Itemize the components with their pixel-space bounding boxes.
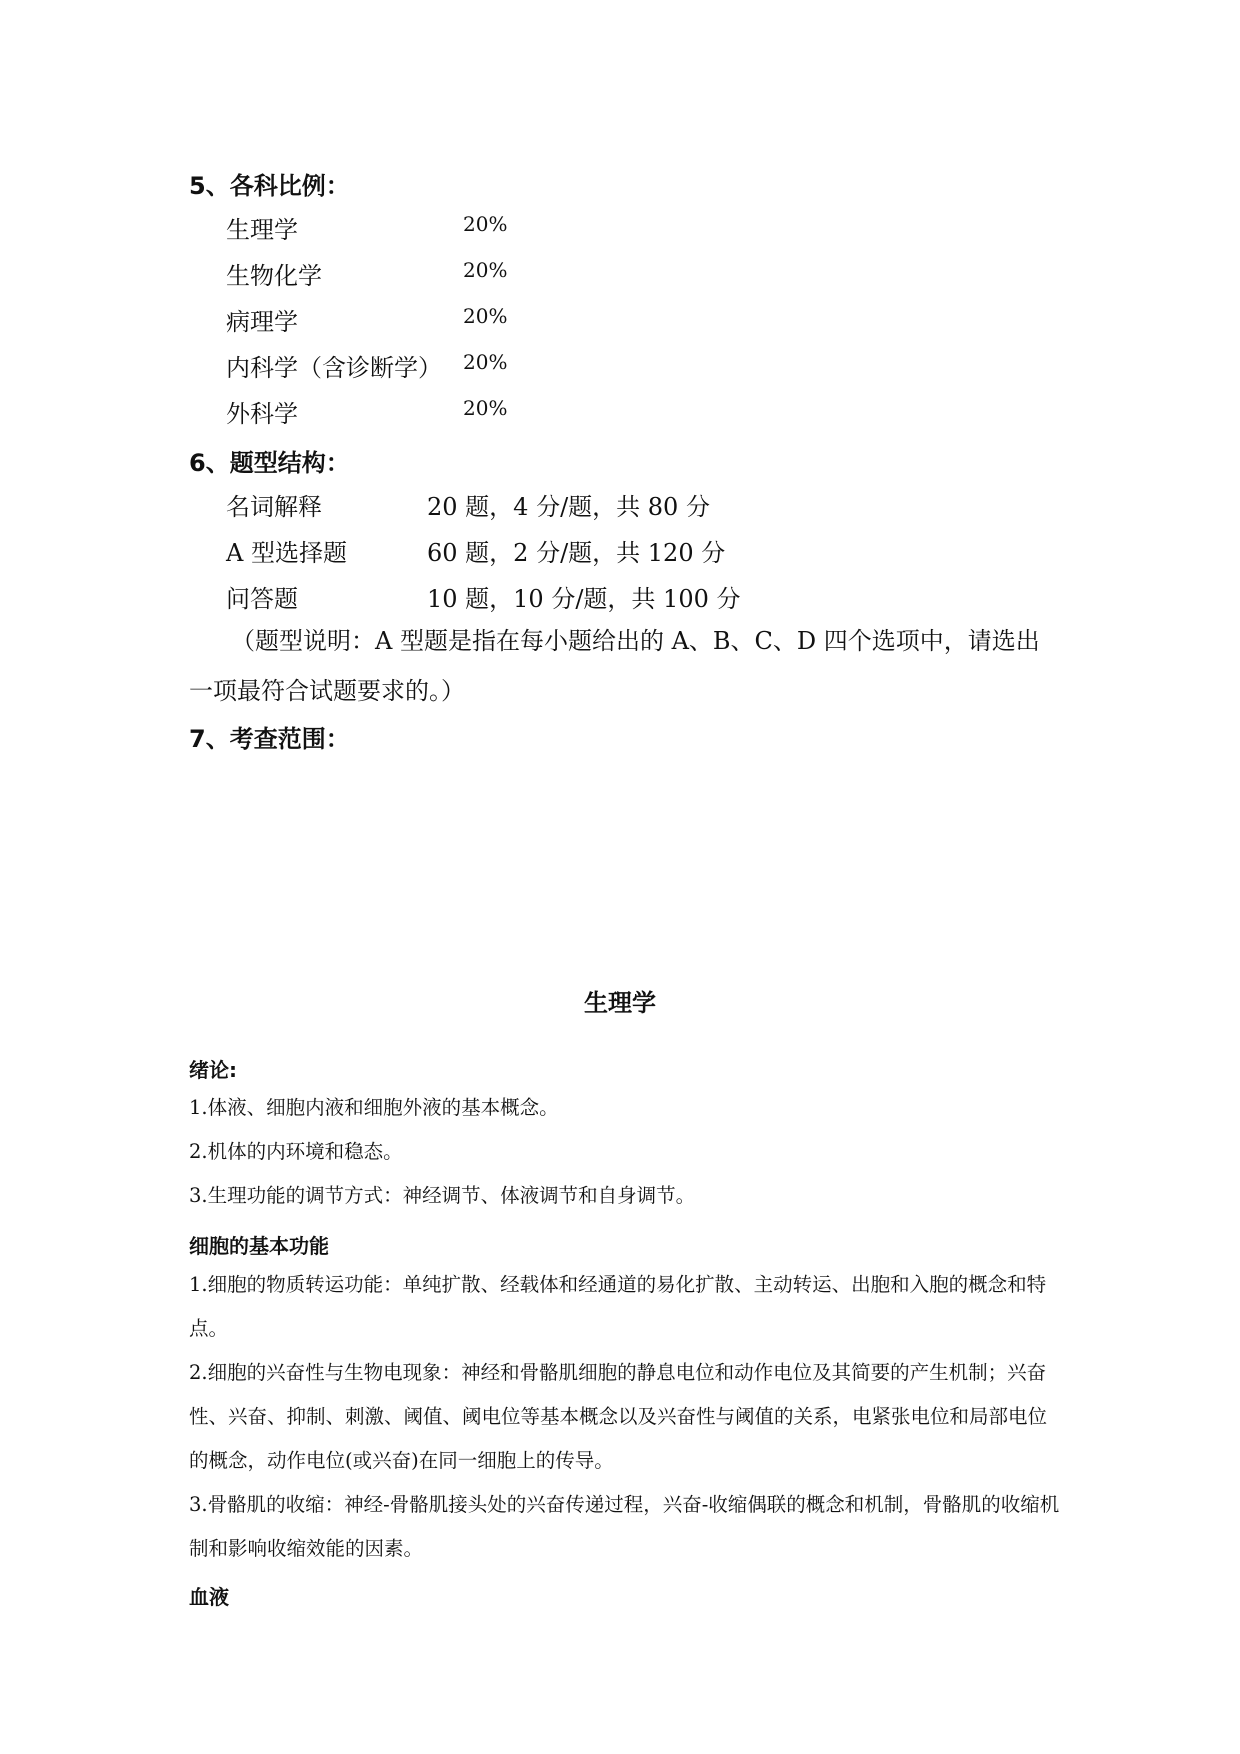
subject-name: 生理学 [226,216,298,244]
blood-heading: 血液 [189,1585,229,1609]
question-type-note: （题型说明：A 型题是指在每小题给出的 A、B、C、D 四个选项中，请选出一项最符合试题要求的。） [189,627,1040,705]
section-7-heading: 7、考查范围： [189,725,350,753]
subject-percent: 20% [463,396,508,420]
subject-percent: 20% [463,304,508,328]
physiology-title: 生理学 [584,989,656,1017]
cell-function-item: 1.细胞的物质转运功能：单纯扩散、经载体和经通道的易化扩散、主动转运、出胞和入胞的概念和特点。 [189,1273,1047,1340]
cell-function-item: 3.骨骼肌的收缩：神经-骨骼肌接头处的兴奋传递过程，兴奋-收缩偶联的概念和机制，骨骼肌的收缩机制和影响收缩效能的因素。 [189,1493,1060,1560]
intro-item: 1.体液、细胞内液和细胞外液的基本概念。 [189,1096,559,1119]
section-6-heading: 6、题型结构： [189,449,350,477]
question-type: 名词解释 [226,493,322,521]
cell-function-item: 2.细胞的兴奋性与生物电现象：神经和骨骼肌细胞的静息电位和动作电位及其简要的产生机制；兴奋性、兴奋、抑制、刺激、阈值、阈电位等基本概念以及兴奋性与阈值的关系，电紧张电位和局部电位的概念，动作电位(或兴奋)在同一细胞上的传导。 [189,1361,1048,1472]
question-type: 问答题 [226,585,298,613]
section-5-heading: 5、各科比例： [189,172,350,200]
subject-percent: 20% [463,350,508,374]
intro-item: 2.机体的内环境和稳态。 [189,1140,403,1163]
cell-function-heading: 细胞的基本功能 [189,1234,329,1258]
subject-percent: 20% [463,258,508,282]
subject-percent: 20% [463,212,508,236]
question-desc: 10 题，10 分/题，共 100 分 [427,585,741,613]
subject-name: 生物化学 [226,262,322,290]
subject-name: 外科学 [226,400,298,428]
subject-name: 病理学 [226,308,298,336]
intro-heading: 绪论: [189,1058,237,1082]
question-desc: 60 题，2 分/题，共 120 分 [427,539,726,567]
intro-item: 3.生理功能的调节方式：神经调节、体液调节和自身调节。 [189,1184,696,1207]
question-desc: 20 题，4 分/题，共 80 分 [427,493,710,521]
question-type: A 型选择题 [226,539,347,567]
subject-name: 内科学（含诊断学） [226,354,442,382]
